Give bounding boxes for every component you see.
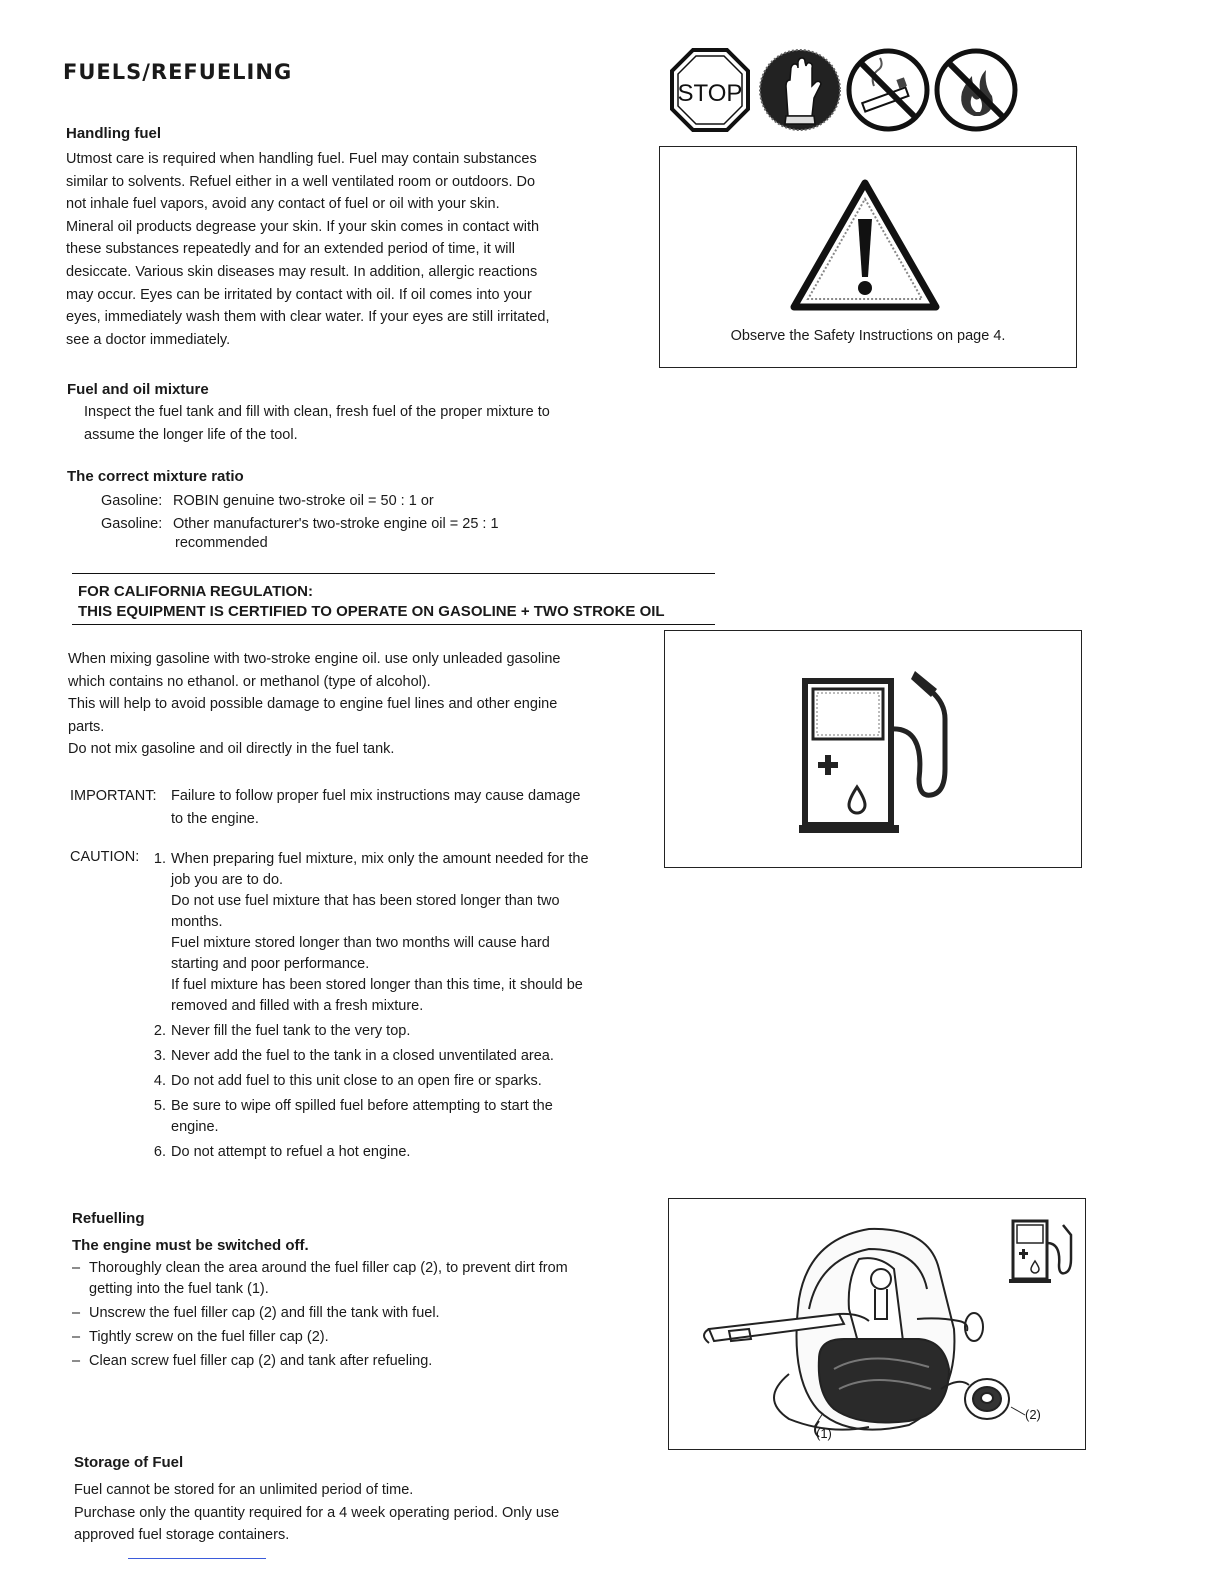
figure-label-1: (1) [816,1426,832,1441]
engine-illustration [669,1199,1085,1449]
handling-heading: Handling fuel [66,125,161,142]
no-smoking-icon [846,46,930,134]
storage-line: Purchase only the quantity required for a 4 week operating period. Only use [74,1504,560,1521]
caution-item [144,849,589,1017]
small-fuel-pump-icon [1009,1221,1071,1283]
handling-line: similar to solvents. Refuel either in a well ventilated room or outdoors. Do [66,173,536,190]
caution-text: job you are to do. [171,872,284,888]
warning-caption: Observe the Safety Instructions on page 4. [730,328,1006,344]
refuelling-list [72,1258,568,1372]
safety-icons [668,46,1018,134]
ratio-text: Other manufacturer's two-stroke engine oil = 25 : 1 [173,516,499,532]
refuelling-item [72,1258,568,1300]
caution-item [144,1071,589,1092]
handling-line: may occur. Eyes can be irritated by contact with oil. If oil comes into your [66,286,532,303]
important-label: IMPORTANT: [70,788,157,804]
caution-list [144,849,589,1163]
important-block [70,785,580,831]
handling-line: see a doctor immediately. [66,331,231,348]
footer-rule [128,1558,266,1559]
ratio-block [101,490,499,555]
refuelling-text: Tightly screw on the fuel filler cap (2). [89,1329,329,1345]
mixture-heading: Fuel and oil mixture [67,381,209,398]
engine-figure-panel [668,1198,1086,1450]
refuelling-text: getting into the fuel tank (1). [89,1281,269,1297]
caution-text: starting and poor performance. [171,956,370,972]
caution-number: 4. [153,1073,166,1089]
handling-line: Utmost care is required when handling fuel. Fuel may contain substances [66,151,537,167]
caution-text: Never fill the fuel tank to the very top. [171,1023,411,1039]
caution-number: 3. [153,1048,166,1064]
mixing-paragraph [68,648,560,761]
caution-number: 1. [153,851,166,867]
ratio-text: recommended [175,535,268,551]
fuel-pump-panel [664,630,1082,868]
refuelling-text: Clean screw fuel filler cap (2) and tank after refueling. [89,1353,433,1369]
refuelling-item [72,1303,568,1324]
ratio-heading: The correct mixture ratio [67,468,244,485]
fuel-pump-icon [799,669,959,839]
handling-paragraph [66,148,550,351]
refuelling-subheading: The engine must be switched off. [72,1237,309,1254]
california-rule-top [72,573,715,574]
mixing-line: When mixing gasoline with two-stroke engine oil. use only unleaded gasoline [68,651,561,667]
caution-text: Fuel mixture stored longer than two months will cause hard [171,935,550,951]
refuelling-item [72,1327,568,1348]
mixing-line: This will help to avoid possible damage to engine fuel lines and other engine [68,696,558,713]
caution-item [144,1142,589,1163]
caution-text: removed and filled with a fresh mixture. [171,998,424,1014]
mixing-line: parts. [68,718,105,735]
caution-text: Do not attempt to refuel a hot engine. [171,1144,411,1160]
important-text: Failure to follow proper fuel mix instructions may cause damage [171,788,581,804]
caution-text: Never add the fuel to the tank in a closed unventilated area. [171,1048,554,1064]
handling-line: Mineral oil products degrease your skin. If your skin comes in contact with [66,218,540,235]
caution-text: When preparing fuel mixture, mix only the amount needed for the [171,851,589,867]
mixture-line: Inspect the fuel tank and fill with clean, fresh fuel of the proper mixture to [84,404,550,420]
storage-heading: Storage of Fuel [74,1454,184,1471]
list-dash: – [72,1329,81,1345]
caution-item [144,1021,589,1042]
handling-line: not inhale fuel vapors, avoid any contact of fuel or oil with your skin. [66,196,500,213]
caution-label: CAUTION: [70,849,140,865]
refuelling-text: Unscrew the fuel filler cap (2) and fill the tank with fuel. [89,1305,440,1321]
caution-item [144,1096,589,1138]
handling-line: these substances repeatedly and for an extended period of time, it will [66,241,515,258]
caution-text: If fuel mixture has been stored longer than this time, it should be [171,977,583,993]
california-rule-bottom [72,624,715,625]
page-title: FUELS/REFUELING [63,60,293,84]
caution-number: 5. [153,1098,166,1114]
storage-paragraph [74,1479,559,1547]
caution-text: Do not use fuel mixture that has been stored longer than two [171,893,560,909]
storage-line: Fuel cannot be stored for an unlimited period of time. [74,1482,414,1498]
stop-sign-text: STOP [677,80,743,107]
ratio-text: ROBIN genuine two-stroke oil = 50 : 1 or [173,493,434,509]
gloves-icon [758,46,842,134]
important-text: to the engine. [171,811,259,827]
list-dash: – [72,1260,81,1276]
storage-line: approved fuel storage containers. [74,1527,290,1544]
figure-label-2: (2) [1025,1407,1041,1422]
california-line-1: FOR CALIFORNIA REGULATION: [78,583,313,600]
caution-text: engine. [171,1119,219,1135]
california-line-2: THIS EQUIPMENT IS CERTIFIED TO OPERATE ON GASOLINE + TWO STROKE OIL [78,603,665,620]
refuelling-text: Thoroughly clean the area around the fuel filler cap (2), to prevent dirt from [89,1260,568,1276]
handling-line: desiccate. Various skin diseases may result. In addition, allergic reactions [66,263,538,280]
mixture-paragraph [84,401,550,446]
warning-panel [659,146,1077,368]
caution-text: Be sure to wipe off spilled fuel before attempting to start the [171,1098,553,1114]
caution-text: months. [171,914,223,930]
ratio-label: Gasoline: [101,493,163,509]
refuelling-heading: Refuelling [72,1210,145,1227]
list-dash: – [72,1353,81,1369]
ratio-label: Gasoline: [101,516,163,532]
warning-triangle-icon [790,177,940,313]
caution-item [144,1046,589,1067]
handling-line: eyes, immediately wash them with clear water. If your eyes are still irritated, [66,309,550,326]
mixing-line: which contains no ethanol. or methanol (type of alcohol). [68,673,431,690]
caution-number: 2. [153,1023,166,1039]
stop-sign-icon [668,46,752,134]
caution-number: 6. [153,1144,166,1160]
refuelling-item [72,1351,568,1372]
mixing-line: Do not mix gasoline and oil directly in the fuel tank. [68,741,395,758]
caution-text: Do not add fuel to this unit close to an open fire or sparks. [171,1073,542,1089]
mixture-line: assume the longer life of the tool. [84,426,298,443]
no-open-flame-icon [934,46,1018,134]
list-dash: – [72,1305,81,1321]
